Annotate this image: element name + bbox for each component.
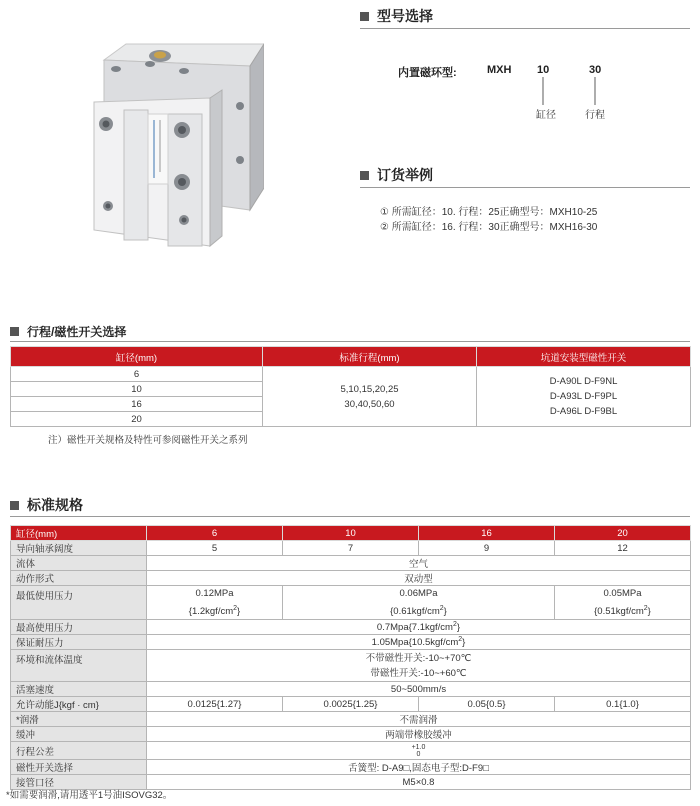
stroke-list-cell (263, 367, 477, 427)
section-square-icon (360, 171, 369, 180)
stroke-list-line: 5,10,15,20,25 (340, 383, 399, 395)
spec-cell: 0.1{1.0} (555, 697, 691, 712)
spec-cell: 9 (419, 541, 555, 556)
spec-label-fluid: 流体 (11, 556, 147, 571)
stroke-list-line: 30,40,50,60 (344, 398, 395, 410)
switch-line: D-A96L D-F9BL (549, 406, 618, 417)
pressure-mpa: 0.05MPa (603, 588, 642, 599)
spec-header-20: 20 (555, 526, 691, 541)
spec-cell: 5 (147, 541, 283, 556)
model-stroke-label: 行程 (585, 110, 605, 121)
spec-label-proof: 保证耐压力 (11, 635, 147, 650)
switch-line: D-A90L D-F9NL (549, 376, 618, 387)
section-stroke-switch (10, 323, 126, 340)
spec-cell: 0.05{0.5} (419, 697, 555, 712)
model-stroke-code: 30 (589, 64, 602, 76)
switch-line: D-A93L D-F9PL (549, 391, 618, 402)
temp-line: 带磁性开关:-10~+60℃ (370, 667, 467, 679)
spec-cell: 双动型 (147, 571, 691, 586)
spec-cell: $1.05Mpa\{10.5kgf/cm^2\}$ (147, 635, 691, 650)
bore-cell: 6 (11, 367, 263, 382)
model-bore-label: 缸径 (536, 110, 556, 121)
spec-label-energy: 允许动能J{kgf · cm} (11, 697, 147, 712)
spec-label-guide: 导向轴承阔度 (11, 541, 147, 556)
spec-cell: 0.0025{1.25} (283, 697, 419, 712)
section-square-icon (10, 327, 19, 336)
spec-label-action: 动作形式 (11, 571, 147, 586)
section-square-icon (10, 501, 19, 510)
spec-label-cushion: 缓冲 (11, 727, 147, 742)
spec-label-port: 接管口径 (11, 775, 147, 790)
spec-cell: 舌簧型: D-A9□,固态电子型:D-F9□ (147, 760, 691, 775)
product-image (92, 40, 264, 252)
bore-cell: 20 (11, 412, 263, 427)
header-stroke: 标准行程(mm) (263, 347, 477, 367)
model-type-label: 内置磁环型: (398, 67, 457, 79)
spec-cell: 两端带橡胶缓冲 (147, 727, 691, 742)
spec-label-maxp: 最高使用压力 (11, 620, 147, 635)
spec-label-switch: 磁性开关选择 (11, 760, 147, 775)
spec-cell-minp-10-16 (283, 586, 555, 620)
order-example-1: ① 所需缸径：10. 行程：25正确型号：MXH10-25 (380, 207, 598, 218)
spec-cell-tolerance (147, 742, 691, 760)
section-title: 行程/磁性开关选择 (27, 325, 127, 339)
spec-header-16: 16 (419, 526, 555, 541)
section-divider (360, 28, 690, 29)
pressure-kgf: $\{0.51kgf/cm^2\}$ (594, 605, 651, 618)
section-standard-spec (10, 495, 83, 515)
stroke-switch-table (10, 346, 691, 427)
spec-cell: 50~500mm/s (147, 682, 691, 697)
section-divider (10, 516, 690, 517)
section-divider (10, 341, 690, 342)
order-example-2: ② 所需缸径：16. 行程：30正确型号：MXH16-30 (380, 222, 598, 233)
section-title: 订货举例 (377, 167, 433, 183)
spec-label-temp: 环境和流体温度 (11, 650, 147, 682)
header-bore: 缸径(mm) (11, 347, 263, 367)
spec-label-lube: *润滑 (11, 712, 147, 727)
spec-cell: $0.7Mpa\{7.1kgf/cm^2\}$ (147, 620, 691, 635)
model-series: MXH (487, 64, 512, 76)
section-title: 型号选择 (377, 8, 433, 24)
spec-table (10, 525, 691, 790)
section-title: 标准规格 (27, 497, 83, 513)
spec-cell: M5×0.8 (147, 775, 691, 790)
pressure-mpa: 0.06MPa (399, 588, 438, 599)
spec-cell: 7 (283, 541, 419, 556)
spec-cell-minp-20 (555, 586, 691, 620)
spec-cell: 不需润滑 (147, 712, 691, 727)
tolerance-value: +1.0 0 (411, 743, 426, 758)
spec-label-tolerance: 行程公差 (11, 742, 147, 760)
bore-cell: 16 (11, 397, 263, 412)
stroke-note: 注）磁性开关规格及特性可参阅磁性开关之系列 (48, 435, 248, 446)
switch-list-cell (477, 367, 691, 427)
spec-label-minp: 最低使用压力 (11, 586, 147, 620)
pressure-kgf: $\{1.2kgf/cm^2\}$ (188, 605, 241, 618)
section-order-example (360, 165, 433, 185)
section-divider (360, 187, 690, 188)
spec-cell: 12 (555, 541, 691, 556)
pressure-kgf: $\{0.61kgf/cm^2\}$ (390, 605, 447, 618)
spec-header-6: 6 (147, 526, 283, 541)
section-square-icon (360, 12, 369, 21)
temp-line: 不带磁性开关:-10~+70℃ (365, 652, 472, 664)
spec-cell: 空气 (147, 556, 691, 571)
pressure-mpa: 0.12MPa (195, 588, 234, 599)
section-model-selection (360, 6, 433, 26)
spec-note: *如需要润滑,请用透平1号油ISOVG32。 (6, 790, 173, 801)
bore-cell: 10 (11, 382, 263, 397)
spec-label-speed: 活塞速度 (11, 682, 147, 697)
spec-cell: 0.0125{1.27} (147, 697, 283, 712)
spec-cell-temp (147, 650, 691, 682)
spec-cell-minp-6 (147, 586, 283, 620)
header-switch: 坑道安装型磁性开关 (477, 347, 691, 367)
spec-header-bore: 缸径(mm) (11, 526, 147, 541)
model-bore-code: 10 (537, 64, 550, 76)
spec-header-10: 10 (283, 526, 419, 541)
